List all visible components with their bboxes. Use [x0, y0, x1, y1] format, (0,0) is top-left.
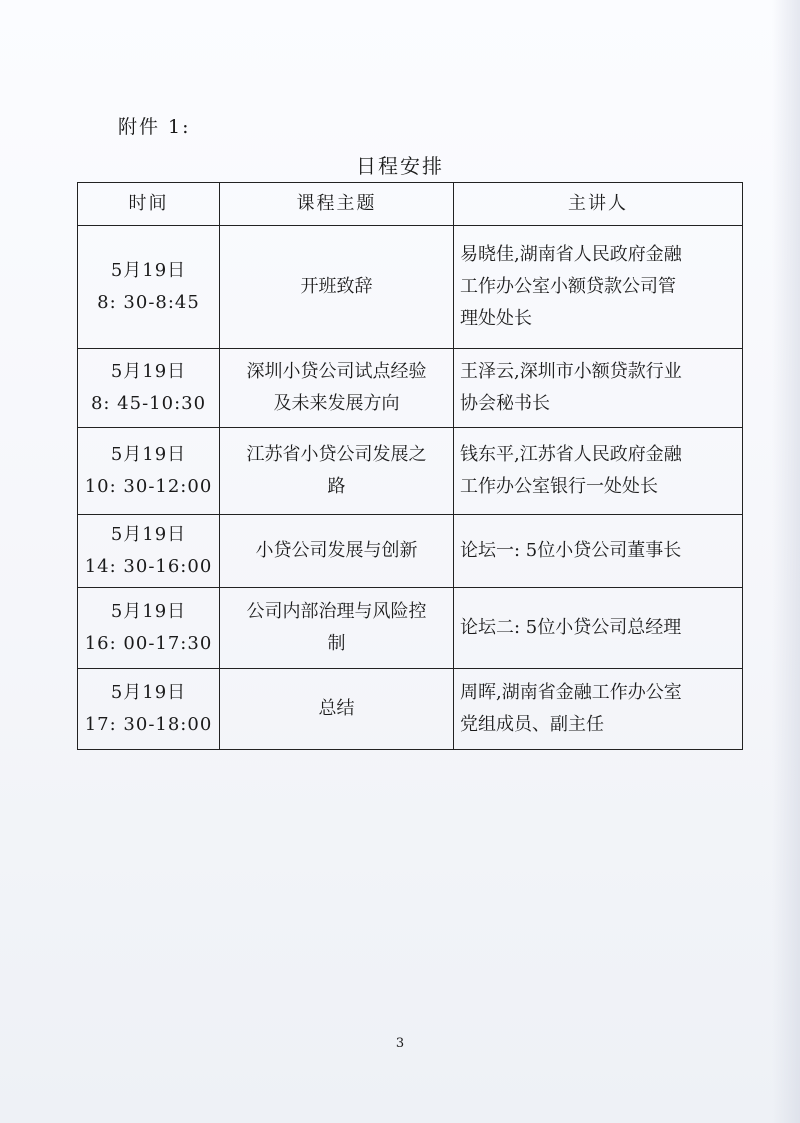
- topic-text: 公司内部治理与风险控: [246, 601, 427, 622]
- time-cell: [78, 588, 220, 669]
- topic-text: 深圳小贷公司试点经验: [246, 361, 427, 382]
- speaker-text: 协会秘书长: [460, 393, 550, 414]
- table-row: [78, 669, 743, 750]
- speaker-text: 理处处长: [460, 308, 532, 329]
- topic-text: 及未来发展方向: [273, 393, 400, 414]
- speaker-text: 党组成员、副主任: [460, 714, 604, 735]
- time-cell: [78, 515, 220, 588]
- speaker-text: 论坛二: 5位小贷公司总经理: [460, 617, 682, 638]
- topic-text: 制: [327, 633, 346, 654]
- page-title: 日程安排: [356, 154, 444, 178]
- speaker-text: 易晓佳,湖南省人民政府金融: [460, 244, 682, 265]
- column-header-speaker: 主讲人: [454, 183, 743, 226]
- session-time: 16: 00-17:30: [84, 633, 213, 654]
- topic-text: 总结: [318, 698, 355, 719]
- speaker-text: 论坛一: 5位小贷公司董事长: [460, 540, 682, 561]
- session-date: 5月19日: [110, 524, 187, 545]
- topic-cell: [220, 349, 454, 428]
- time-cell: [78, 669, 220, 750]
- topic-cell: [220, 515, 454, 588]
- speaker-cell: [454, 588, 743, 669]
- table-row: [78, 515, 743, 588]
- topic-text: 路: [327, 476, 346, 497]
- session-date: 5月19日: [110, 361, 187, 382]
- column-header-topic: 课程主题: [220, 183, 454, 226]
- speaker-text: 工作办公室小额贷款公司管: [460, 276, 676, 297]
- session-time: 8: 45-10:30: [90, 393, 207, 414]
- topic-text: 小贷公司发展与创新: [255, 540, 418, 561]
- speaker-text: 工作办公室银行一处处长: [460, 476, 658, 497]
- page-number: 3: [395, 1036, 405, 1051]
- session-date: 5月19日: [110, 601, 187, 622]
- time-cell: [78, 349, 220, 428]
- speaker-text: 周晖,湖南省金融工作办公室: [460, 682, 682, 703]
- topic-text: 开班致辞: [300, 276, 373, 297]
- session-date: 5月19日: [110, 260, 187, 281]
- session-time: 14: 30-16:00: [84, 556, 213, 577]
- speaker-cell: [454, 515, 743, 588]
- schedule-table: [77, 182, 743, 750]
- table-header-row: [78, 183, 743, 226]
- time-cell: [78, 428, 220, 515]
- speaker-text: 王泽云,深圳市小额贷款行业: [460, 361, 682, 382]
- session-time: 17: 30-18:00: [84, 714, 213, 735]
- topic-cell: [220, 428, 454, 515]
- time-cell: [78, 226, 220, 349]
- topic-text: 江苏省小贷公司发展之: [246, 444, 427, 465]
- session-time: 10: 30-12:00: [84, 476, 213, 497]
- column-header-time: 时间: [78, 183, 220, 226]
- speaker-cell: [454, 428, 743, 515]
- speaker-cell: [454, 669, 743, 750]
- table-row: [78, 428, 743, 515]
- session-date: 5月19日: [110, 682, 187, 703]
- session-date: 5月19日: [110, 444, 187, 465]
- table-row: [78, 349, 743, 428]
- attachment-label: 附件 1:: [118, 116, 191, 138]
- speaker-cell: [454, 349, 743, 428]
- topic-cell: [220, 588, 454, 669]
- topic-cell: [220, 226, 454, 349]
- table-row: [78, 588, 743, 669]
- speaker-cell: [454, 226, 743, 349]
- session-time: 8: 30-8:45: [97, 292, 200, 313]
- topic-cell: [220, 669, 454, 750]
- speaker-text: 钱东平,江苏省人民政府金融: [460, 444, 682, 465]
- table-row: [78, 226, 743, 349]
